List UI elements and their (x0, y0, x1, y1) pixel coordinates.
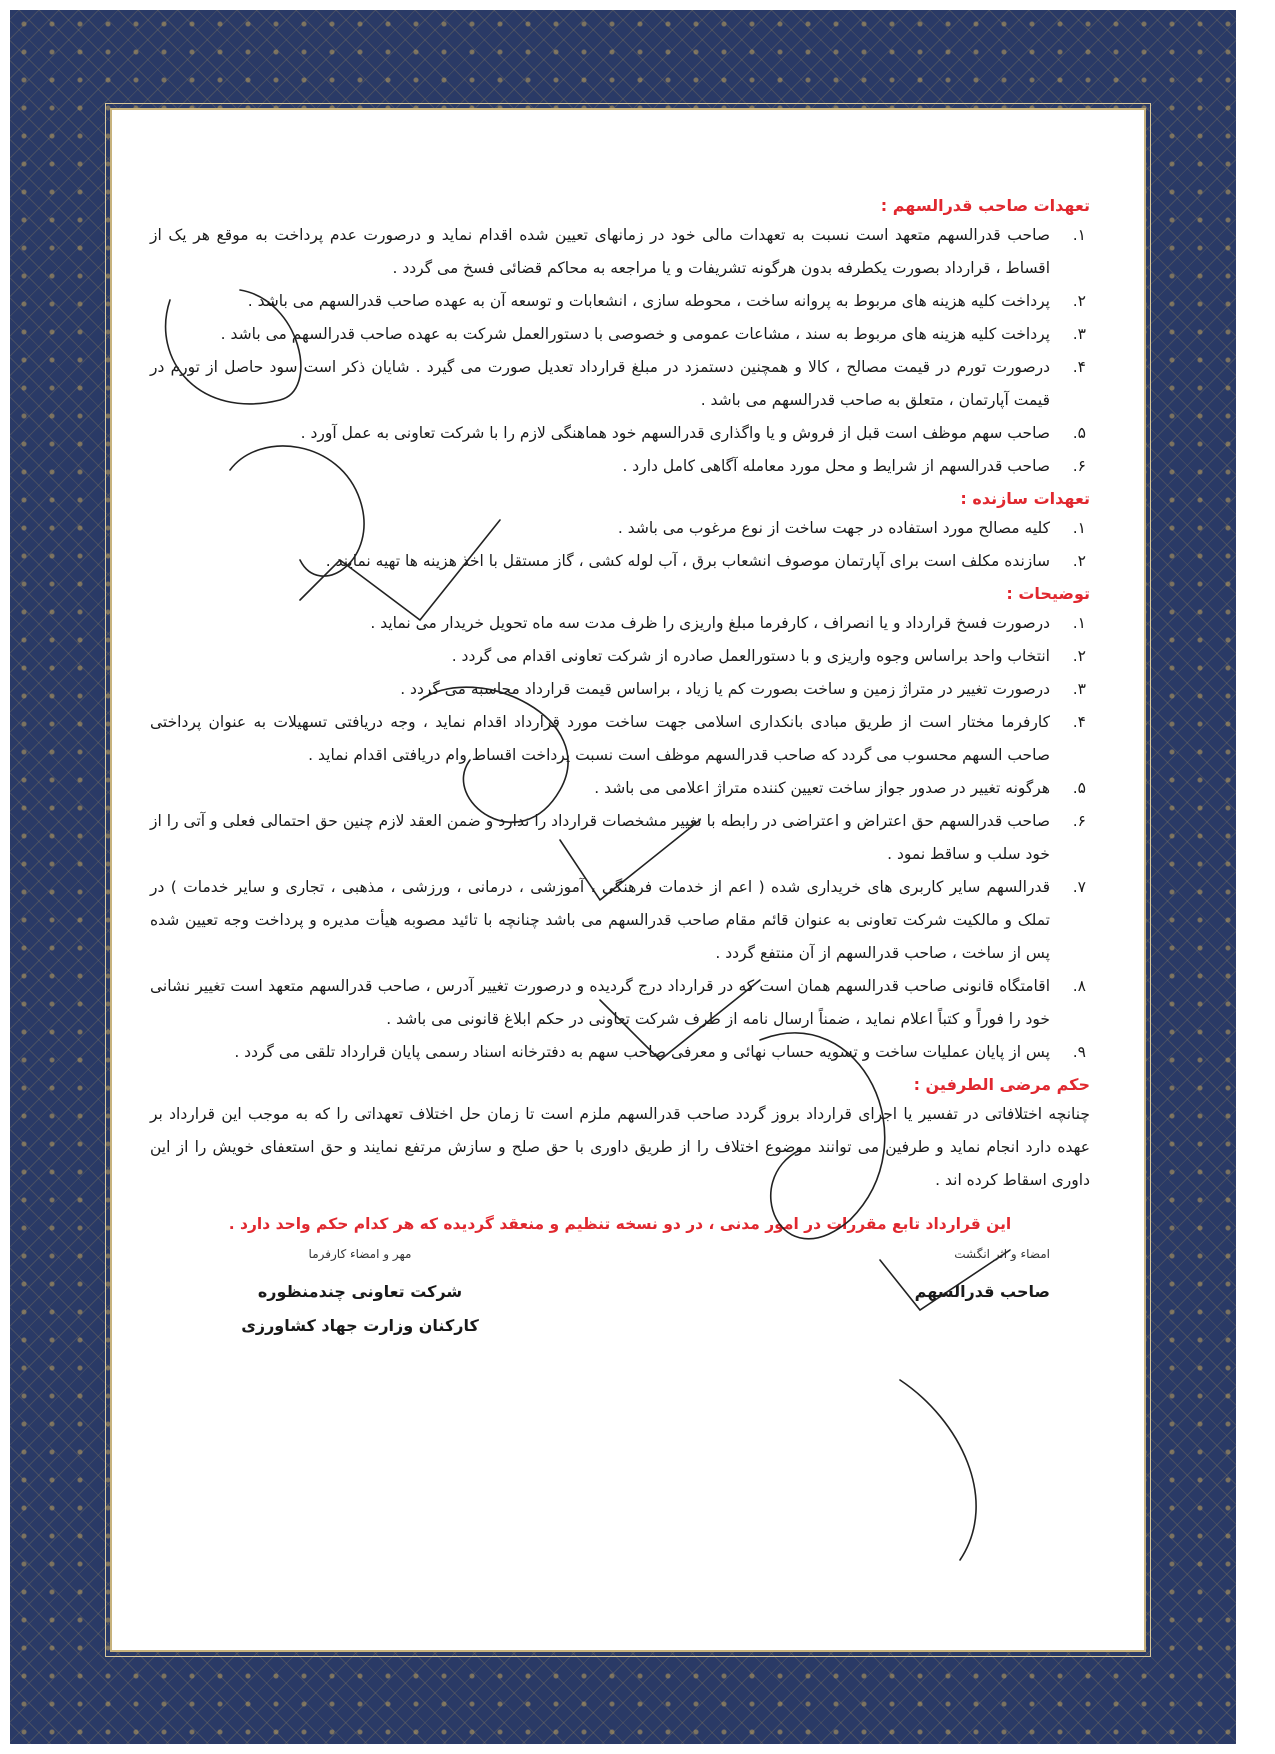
list-item (150, 545, 1090, 578)
item-text: کارفرما مختار است از طریق مبادی بانکداری اسلامی جهت ساخت مورد قرارداد اقدام نماید ، وجه دریافتی تسهیلات به عنوان پرداختی صاحب السهم محسوب می گردد که صاحب قدرالسهم موظف است نسبت پرداخت اقساط وام دریافتی اقدام نماید . (150, 713, 1050, 764)
list-item (150, 970, 1090, 1036)
list-item (150, 450, 1090, 483)
item-text: درصورت تغییر در متراژ زمین و ساخت بصورت کم یا زیاد ، براساس قیمت قرارداد محاسبه می گردد . (400, 680, 1050, 698)
list-item (150, 607, 1090, 640)
shareholder-name: صاحب قدرالسهم (914, 1282, 1050, 1301)
list-item (150, 805, 1090, 871)
employer-signature-caption: مهر و امضاء کارفرما (308, 1247, 412, 1261)
item-number: ۵. (1072, 779, 1086, 797)
shareholder-signature-caption: امضاء و اثر انگشت (954, 1247, 1050, 1261)
builder-obligations-list (150, 512, 1090, 578)
item-number: ۸. (1072, 977, 1086, 995)
item-text: انتخاب واحد براساس وجوه واریزی و با دستورالعمل صادره از شرکت تعاونی اقدام می گردد . (451, 647, 1050, 665)
item-number: ۱. (1072, 519, 1086, 537)
explanations-list (150, 607, 1090, 1069)
closing-statement: این قرارداد تابع مقررات در امور مدنی ، در دو نسخه تنظیم و منعقد گردیده که هر کدام حکم واحد دارد . (228, 1215, 1012, 1233)
item-number: ۶. (1072, 812, 1086, 830)
item-text: پرداخت کلیه هزینه های مربوط به سند ، مشاعات عمومی و خصوصی با دستورالعمل شرکت به عهده صاحب قدرالسهم می باشد . (220, 325, 1050, 343)
item-number: ۵. (1072, 424, 1086, 442)
item-number: ۷. (1072, 878, 1086, 896)
item-text: هرگونه تغییر در صدور جواز ساخت تعیین کننده متراژ اعلامی می باشد . (594, 779, 1050, 797)
item-text: درصورت تورم در قیمت مصالح ، کالا و همچنین دستمزد در مبلغ قرارداد تعدیل صورت می گیرد . شایان ذکر است سود حاصل از تورم در قیمت آپارتمان ، متعلق به صاحب قدرالسهم می باشد . (150, 358, 1050, 409)
item-text: کلیه مصالح مورد استفاده در جهت ساخت از نوع مرغوب می باشد . (617, 519, 1050, 537)
item-number: ۲. (1072, 552, 1086, 570)
employer-name-line2: کارکنان وزارت جهاد کشاورزی (241, 1316, 479, 1335)
list-item (150, 871, 1090, 970)
item-text: صاحب قدرالسهم از شرایط و محل مورد معامله آگاهی کامل دارد . (622, 457, 1050, 475)
item-text: اقامتگاه قانونی صاحب قدرالسهم همان است که در قرارداد درج گردیده و درصورت تغییر آدرس ، صاحب قدرالسهم متعهد است تغییر نشانی خود را فوراً و کتباً اعلام نماید ، ضمناً ارسال نامه از طرف شرکت تعاونی در حکم ابلاغ قانونی می باشد . (150, 977, 1050, 1028)
item-number: ۶. (1072, 457, 1086, 475)
list-item (150, 640, 1090, 673)
employer-name-line1: شرکت تعاونی چندمنظوره (257, 1282, 463, 1301)
list-item (150, 417, 1090, 450)
list-item (150, 1036, 1090, 1069)
item-text: پس از پایان عملیات ساخت و تسویه حساب نهائی و معرفی صاحب سهم به دفترخانه اسناد رسمی پایان قرارداد تلقی می گردد . (234, 1043, 1050, 1061)
item-text: پرداخت کلیه هزینه های مربوط به پروانه ساخت ، محوطه سازی ، انشعابات و توسعه آن به عهده صاحب قدرالسهم می باشد . (247, 292, 1050, 310)
item-text: صاحب سهم موظف است قبل از فروش و یا واگذاری قدرالسهم خود هماهنگی لازم را با شرکت تعاونی به عمل آورد . (300, 424, 1050, 442)
section-title-arbitration: حکم مرضی الطرفین : (913, 1075, 1090, 1094)
arbitration-text: چنانچه اختلافاتی در تفسیر یا اجرای قرارداد بروز گردد صاحب قدرالسهم ملزم است تا زمان حل اختلاف تعهداتی را که به موجب این قرارداد بر عهده دارد انجام نماید و طرفین می توانند موضوع اختلاف را از طریق داوری با حق صلح و سازش مرتفع نمایند و حق استعفای خویش را از این داوری اسقاط کرده اند . (150, 1105, 1090, 1189)
section-title-builder-obligations: تعهدات سازنده : (960, 489, 1090, 508)
owner-obligations-list (150, 219, 1090, 483)
item-text: قدرالسهم سایر کاربری های خریداری شده ( اعم از خدمات فرهنگی ، آموزشی ، درمانی ، ورزشی ، مذهبی ، تجاری و سایر خدمات ) در تملک و مالکیت شرکت تعاونی به عنوان قائم مقام صاحب قدرالسهم می باشد چنانچه با تائید مصوبه هیأت مدیره و پرداخت وجه تعیین شده پس از ساخت ، صاحب قدرالسهم از آن منتفع گردد . (150, 878, 1050, 962)
item-number: ۲. (1072, 647, 1086, 665)
shareholder-signature-block (850, 1247, 1050, 1309)
item-text: صاحب قدرالسهم حق اعتراض و اعتراضی در رابطه با تغییر مشخصات قرارداد را ندارد و ضمن العقد لازم چنین حق احتمالی فعلی و آتی را از خود سلب و ساقط نمود . (150, 812, 1050, 863)
item-text: درصورت فسخ قرارداد و یا انصراف ، کارفرما مبلغ واریزی را ظرف مدت سه ماه تحویل خریدار می نماید . (370, 614, 1050, 632)
item-text: صاحب قدرالسهم متعهد است نسبت به تعهدات مالی خود در زمانهای تعیین شده اقدام نماید و درصورت عدم پرداخت به موقع هر یک از اقساط ، قرارداد بصورت یکطرفه بدون هرگونه تشریفات و یا مراجعه به محاکم قضائی فسخ می گردد . (150, 226, 1050, 277)
item-number: ۲. (1072, 292, 1086, 310)
employer-signature-block (230, 1247, 490, 1343)
list-item (150, 318, 1090, 351)
list-item (150, 285, 1090, 318)
signature-area (150, 1247, 1090, 1367)
item-number: ۳. (1072, 325, 1086, 343)
list-item (150, 351, 1090, 417)
section-title-owner-obligations: تعهدات صاحب قدرالسهم : (880, 196, 1090, 215)
list-item (150, 512, 1090, 545)
item-number: ۱. (1072, 614, 1086, 632)
item-text: سازنده مکلف است برای آپارتمان موصوف انشعاب برق ، آب لوله کشی ، گاز مستقل با اخذ هزینه ها تهیه نمایند . (325, 552, 1050, 570)
item-number: ۹. (1072, 1043, 1086, 1061)
list-item (150, 772, 1090, 805)
item-number: ۱. (1072, 226, 1086, 244)
item-number: ۴. (1072, 713, 1086, 731)
list-item (150, 673, 1090, 706)
contract-text (150, 190, 1090, 1570)
list-item (150, 219, 1090, 285)
item-number: ۴. (1072, 358, 1086, 376)
section-title-explanations: توضیحات : (1006, 584, 1090, 603)
list-item (150, 706, 1090, 772)
item-number: ۳. (1072, 680, 1086, 698)
